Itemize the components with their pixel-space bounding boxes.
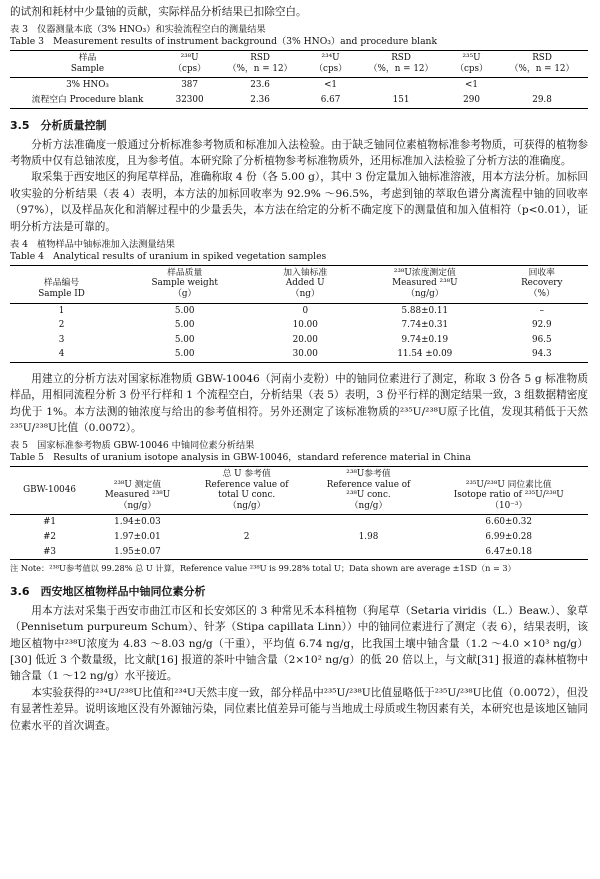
table-cell: – (539, 305, 544, 316)
table3-caption-cn: 表 3 仪器测量本底（3% HNO₃）和实验流程空白的测量结果 (10, 24, 266, 36)
table-row (10, 515, 588, 530)
table-cell: 92.9 (531, 320, 552, 331)
table-cell: 流程空白 Procedure blank (31, 94, 144, 105)
table-cell (308, 545, 430, 560)
table-cell: 32300 (175, 94, 204, 105)
table5-header: ²³⁵U/²³⁸U 同位素比值 Isotope ratio of ²³⁵U/²³⁸U （10⁻³） (429, 467, 588, 515)
table-cell: 10.00 (292, 320, 318, 331)
paragraph: 用建立的分析方法对国家标准物质 GBW-10046（河南小麦粉）中的铀同位素进行了测定，称取 3 份各 5 g 标准物质样品，用相同流程分析 3 份平行样和 1 个流程空白，分析结果（表 5）表明，3 份平行样的测定结果一致，3 组数据精密度均优于 1%。本方法测的铀浓度与给出的参考值相符。另外还测定了该标准物质的²³⁵U/²³⁸U原子比值，发现其稍低于天然²³⁵U/²³⁸U比值（0.0072）。 (10, 372, 588, 434)
table-cell: 5.00 (174, 320, 195, 331)
table-row (10, 333, 588, 348)
table-cell: 6.67 (320, 94, 341, 105)
table-cell: 1.98 (358, 531, 379, 542)
table3-header: 样品 Sample (10, 51, 165, 78)
table-cell: 151 (392, 94, 410, 105)
table-row (10, 347, 588, 362)
table-row (10, 78, 588, 93)
table-cell: #3 (43, 546, 57, 557)
paragraph: 分析方法准确度一般通过分析标准参考物质和标准加入法检验。由于缺乏铀同位素植物标准参考物质，可获得的植物参考物质中仅有总铀浓度，且为参考值。本研究除了分析植物参考标准物质外，还用标准加入法检验了分析方法的准确度。 (10, 138, 588, 167)
table-cell: 29.8 (532, 94, 552, 105)
table-cell: 2 (58, 320, 65, 331)
table-cell: 290 (463, 94, 480, 105)
table-cell: 5.00 (174, 349, 195, 360)
table-cell (355, 78, 447, 93)
paragraph: 本实验获得的²³⁴U/²³⁸U比值和²³⁴U天然丰度一致，部分样品中²³⁵U/²³⁸U比值显略低于²³⁵U/²³⁸U比值（0.0072），但没有显著性差异。说明该地区没有外源铀污染，同位素比值差异可能与当地成土母质或生物因素有关，本研究也是该地区铀同位素水平的首次调查。 (10, 686, 588, 732)
table-cell: 5.88±0.11 (401, 305, 449, 316)
table5-note: 注 Note：²³⁸U参考值以 99.28% 总 U 计算，Reference value ²³⁸U is 99.28% total U；Data shown are average ±1SD（n = 3） (10, 563, 516, 574)
table4-header: 加入铀标准 Added U （ng） (256, 265, 354, 303)
table-cell: 4 (58, 349, 65, 360)
table-cell: 2.36 (250, 94, 270, 105)
table-cell: 3% HNO₃ (66, 80, 109, 91)
table-row (10, 545, 588, 560)
table4-header: 样品质量 Sample weight （g） (113, 265, 256, 303)
table5-header: ²³⁸U 测定值 Measured ²³⁸U （ng/g） (89, 467, 186, 515)
table4-header-row (10, 265, 588, 303)
table3-header: RSD （%，n = 12） (355, 51, 447, 78)
table-cell (496, 78, 588, 93)
table5-header: GBW-10046 (10, 467, 89, 515)
table-cell: 3 (58, 334, 65, 345)
table-cell: 7.74±0.31 (401, 320, 449, 331)
table-cell: 5.00 (174, 334, 195, 345)
table-cell: 0 (302, 305, 309, 316)
table3-header: ²³⁵U （cps） (447, 51, 496, 78)
table4-caption-cn: 表 4 植物样品中铀标准加入法测量结果 (10, 238, 175, 250)
table-row (10, 303, 588, 318)
paper-page (10, 4, 588, 734)
table5-header-row (10, 467, 588, 515)
table-cell: 6.99±0.28 (485, 531, 532, 542)
table-row (10, 530, 588, 545)
table-cell: 1 (58, 305, 65, 316)
table5-caption-en: Table 5 Results of uranium isotope analysis in GBW-10046，standard reference material in China (10, 452, 471, 464)
section-heading-3-5: 3.5 分析质量控制 (10, 118, 107, 132)
table5 (10, 466, 588, 560)
table3-header-row (10, 51, 588, 78)
table-cell: 387 (181, 80, 198, 91)
table-cell: 11.54 ±0.09 (397, 349, 453, 360)
table3-caption-en: Table 3 Measurement results of instrument background（3% HNO₃）and procedure blank (10, 36, 438, 48)
table4-caption (10, 239, 588, 263)
table4-header: 回收率 Recovery （%） (496, 265, 588, 303)
table3-header: RSD （%，n = 12） (214, 51, 306, 78)
table-cell: #1 (43, 517, 57, 528)
table-cell: 1.97±0.01 (114, 531, 161, 542)
table-cell: 2 (243, 531, 250, 542)
table3-header: ²³⁸U （cps） (165, 51, 214, 78)
table-cell: 5.00 (174, 305, 195, 316)
table-cell: 30.00 (292, 349, 318, 360)
table-cell: 1.95±0.07 (114, 546, 161, 557)
table-cell: 94.3 (531, 349, 552, 360)
table4-header: 样品编号 Sample ID (10, 265, 113, 303)
table-cell (186, 515, 308, 530)
table4-caption-en: Table 4 Analytical results of uranium in spiked vegetation samples (10, 250, 327, 262)
paragraph: 用本方法对采集于西安市曲江市区和长安郊区的 3 种常见禾本科植物（狗尾草（Setaria viridis（L.）Beaw.）、象草（Pennisetum purpureum Schum）、针茅（Stipa capillata Linn））中的铀同位素进行了测定（表 6），结果表明，该地区植物中²³⁸U浓度为 4.83 ～8.03 ng/g（干重），平均值 6.74 ng/g，比我国土壤中铀含量（1.2 ～4.0 ×10³ ng/g）[30] 低近 3 个数量级，比文献[16] 报道的茶叶中铀含量（2×10² ng/g）的低 20 倍以上，与文献[31] 报道的森林植物中铀含量（1 ～12 ng/g）水平接近。 (10, 604, 588, 683)
table5-caption (10, 440, 588, 464)
table-cell: 96.5 (531, 334, 552, 345)
table3-header: RSD （%，n = 12） (496, 51, 588, 78)
section-heading-3-6: 3.6 西安地区植物样品中铀同位素分析 (10, 584, 206, 598)
table5-caption-cn: 表 5 国家标准参考物质 GBW-10046 中铀同位素分析结果 (10, 440, 255, 452)
table-cell: 20.00 (292, 334, 318, 345)
table-cell: 1.94±0.03 (114, 517, 161, 528)
table-cell: 23.6 (250, 80, 270, 91)
table-cell: 6.47±0.18 (485, 546, 532, 557)
table3-caption (10, 24, 588, 48)
table4-header: ²³⁸U浓度测定值 Measured ²³⁸U （ng/g） (354, 265, 495, 303)
table4 (10, 265, 588, 363)
table-cell: 6.60±0.32 (485, 517, 532, 528)
table-cell: #2 (43, 531, 57, 542)
table-row (10, 93, 588, 108)
table-row (10, 318, 588, 333)
table5-header: 总 U 参考值 Reference value of total U conc. （ng/g） (186, 467, 308, 515)
table-cell: 9.74±0.19 (401, 334, 449, 345)
table3 (10, 50, 588, 108)
table-cell: <1 (324, 80, 338, 91)
table-cell: <1 (465, 80, 478, 91)
intro-tail: 的试剂和耗材中少量铀的贡献，实际样品分析结果已扣除空白。 (10, 6, 307, 18)
table3-header: ²³⁴U （cps） (306, 51, 355, 78)
table-cell (186, 545, 308, 560)
table5-header: ²³⁸U参考值 Reference value of ²³⁸U conc. （ng/g） (308, 467, 430, 515)
paragraph: 取采集于西安地区的狗尾草样品，准确称取 4 份（各 5.00 g），其中 3 份定量加入铀标准溶液，用本方法分析。加标回收实验的分析结果（表 4）表明，本方法的加标回收率为 92.9% ～96.5%，考虑到铀的萃取色谱分离流程中铀的回收率（97%），以及样品灰化和消解过程中的少量丢失，本方法在给定的分析不确定度下的测量值和加入值相符（p<0.01），证明分析方法是可靠的。 (10, 171, 588, 233)
table-cell (308, 515, 430, 530)
